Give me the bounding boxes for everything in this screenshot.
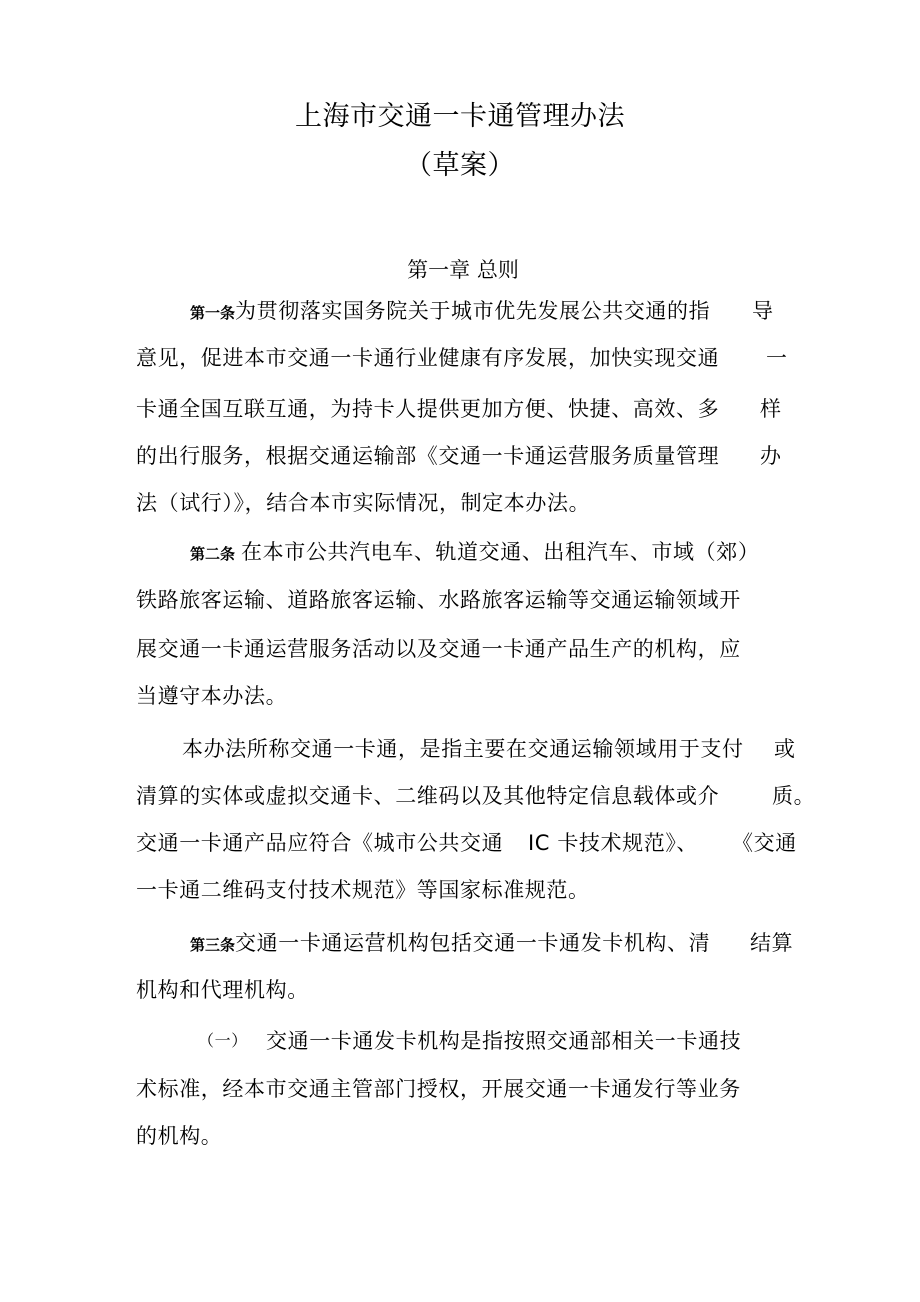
definition-tail-2: 质。 [772, 784, 816, 808]
article-3-line-1 [190, 929, 710, 959]
article-3-text-1: 交通一卡通运营机构包括交通一卡通发卡机构、清 [235, 931, 711, 955]
article-1-text-5: 法（试行）》，结合本市实际情况，制定本办法。 [136, 491, 591, 515]
document-subtitle: （草案） [405, 150, 515, 181]
article-3-text-2: 机构和代理机构。 [136, 978, 309, 1002]
article-3-label: 第三条 [190, 936, 236, 954]
definition-tail-1: 或 [774, 737, 796, 761]
article-1-text-2: 意见，促进本市交通一卡通行业健康有序发展，加快实现交通 [136, 346, 720, 370]
definition-text-2: 清算的实体或虚拟交通卡、二维码以及其他特定信息载体或介 [136, 784, 720, 808]
article-2-label: 第二条 [190, 545, 236, 563]
definition-text-4: 一卡通二维码支付技术规范》等国家标准规范。 [136, 878, 590, 902]
item-1-label: （一） [198, 1031, 248, 1050]
article-1-text-1: 为贯彻落实国务院关于城市优先发展公共交通的指 [235, 299, 711, 323]
article-1-tail-4: 办 [760, 444, 782, 468]
definition-text-3c: 《交通 [732, 831, 797, 855]
article-3-tail-1: 结算 [750, 931, 794, 955]
document-title: 上海市交通一卡通管理办法 [295, 101, 625, 132]
article-1-text-3: 卡通全国互联互通，为持卡人提供更加方便、快捷、高效、多 [136, 397, 720, 421]
article-2-line-1 [190, 538, 759, 568]
article-1-tail-2: 一 [766, 346, 788, 370]
article-1-tail-1: 导 [752, 299, 774, 323]
article-1-line-1 [190, 297, 710, 327]
article-1-tail-3: 样 [760, 397, 782, 421]
article-2-text-3: 展交通一卡通运营服务活动以及交通一卡通产品生产的机构，应 [136, 637, 741, 661]
chapter-heading: 第一章 总则 [407, 258, 519, 282]
article-2-text-1: 在本市公共汽电车、轨道交通、出租汽车、市域（郊） [241, 540, 760, 564]
item-1-text-2: 术标准，经本市交通主管部门授权，开展交通一卡通发行等业务 [136, 1077, 741, 1101]
item-1-text-1: 交通一卡通发卡机构是指按照交通部相关一卡通技 [266, 1029, 742, 1053]
article-1-text-4: 的出行服务，根据交通运输部《交通一卡通运营服务质量管理 [136, 444, 720, 468]
article-1-label: 第一条 [190, 304, 236, 322]
definition-text-1: 本办法所称交通一卡通，是指主要在交通运输领域用于支付 [182, 737, 744, 761]
article-2-text-2: 铁路旅客运输、道路旅客运输、水路旅客运输等交通运输领域开 [136, 588, 741, 612]
definition-text-3b: IC 卡技术规范》、 [528, 831, 699, 855]
article-2-text-4: 当遵守本办法。 [136, 684, 288, 708]
item-1-text-3: 的机构。 [136, 1124, 223, 1148]
definition-text-3: 交通一卡通产品应符合《城市公共交通 [136, 831, 504, 855]
